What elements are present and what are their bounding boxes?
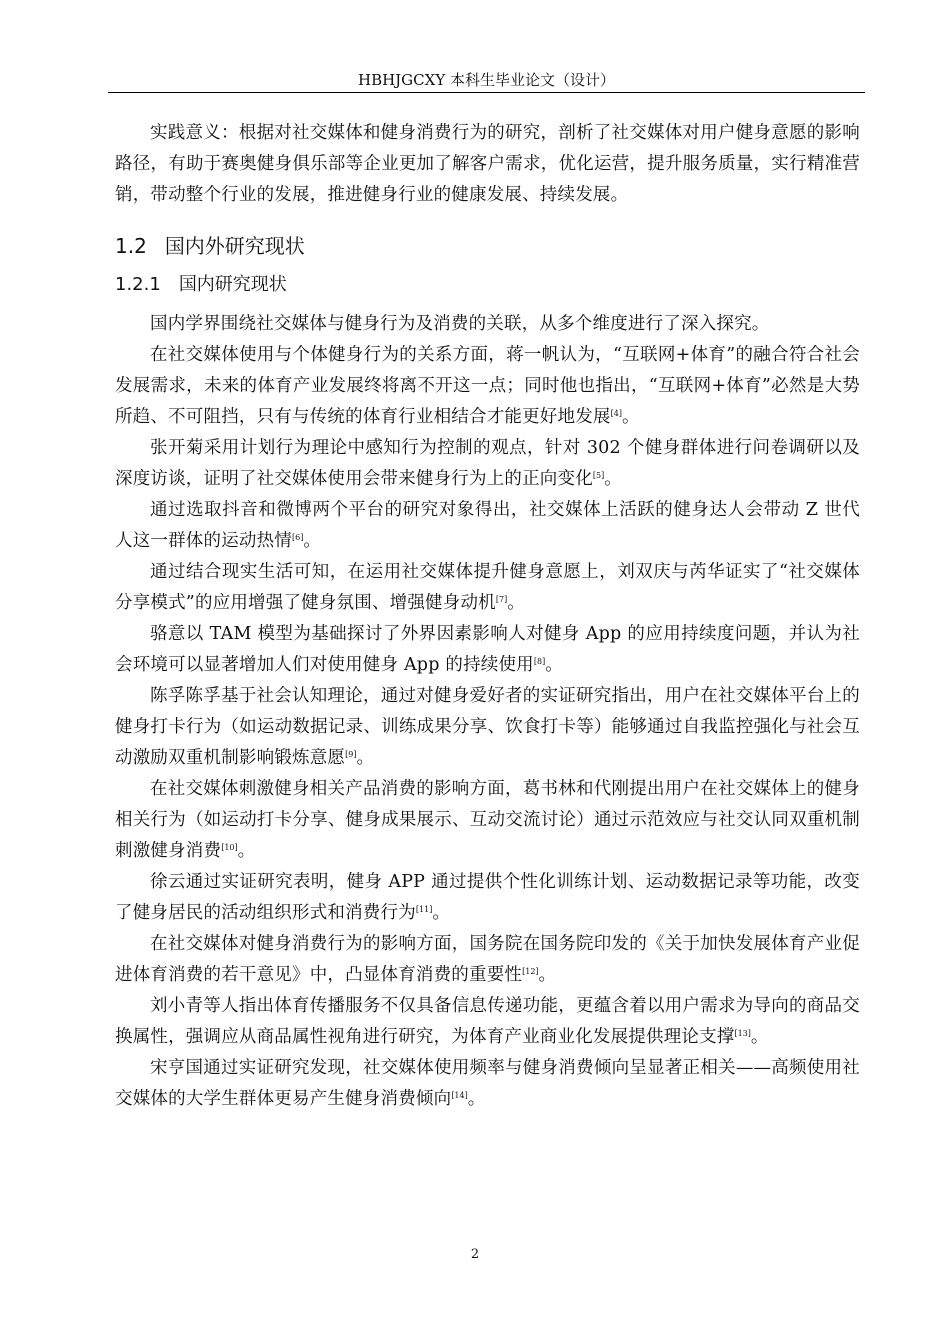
paragraph-end: 。 — [604, 469, 622, 489]
body-paragraph — [115, 309, 860, 340]
subsection-number: 1.2.1 — [115, 274, 161, 295]
body-paragraph — [115, 991, 860, 1053]
page-body — [115, 118, 860, 1115]
citation-ref: [12] — [522, 967, 539, 976]
paragraph-end: 。 — [750, 1027, 769, 1047]
body-paragraph — [115, 929, 860, 991]
citation-ref: [8] — [533, 657, 546, 666]
paragraph-end: 。 — [432, 903, 451, 923]
paragraph-end: 。 — [507, 593, 525, 613]
header-rule — [108, 92, 865, 93]
paragraph-end: 。 — [467, 1089, 486, 1109]
citation-ref: [13] — [734, 1029, 751, 1038]
paragraph-text: 通过结合现实生活可知，在运用社交媒体提升健身意愿上，刘双庆与芮华证实了“社交媒体分享模式”的应用增强了健身氛围、增强健身动机 — [115, 562, 860, 613]
paragraph-text: 张开菊采用计划行为理论中感知行为控制的观点，针对 302 个健身群体进行问卷调研以及深度访谈，证明了社交媒体使用会带来健身行为上的正向变化 — [115, 438, 860, 489]
paragraph-text: 宋亨国通过实证研究发现，社交媒体使用频率与健身消费倾向呈显著正相关——高频使用社交媒体的大学生群体更易产生健身消费倾向 — [115, 1058, 860, 1109]
body-paragraph — [115, 867, 860, 929]
paragraph-text: 陈孚陈孚基于社会认知理论，通过对健身爱好者的实证研究指出，用户在社交媒体平台上的健身打卡行为（如运动数据记录、训练成果分享、饮食打卡等）能够通过自我监控强化与社会互动激励双重机制影响锻炼意愿 — [115, 686, 860, 768]
citation-ref: [5] — [592, 471, 605, 480]
section-title: 国内外研究现状 — [164, 234, 305, 258]
subsection-title: 国内研究现状 — [178, 274, 287, 295]
body-paragraph — [115, 340, 860, 433]
paragraph-text: 在社交媒体对健身消费行为的影响方面，国务院在国务院印发的《关于加快发展体育产业促进体育消费的若干意见》中，凸显体育消费的重要性 — [115, 934, 860, 985]
paragraph-end: 。 — [545, 655, 563, 675]
citation-ref: [4] — [610, 409, 622, 418]
body-paragraph — [115, 1053, 860, 1115]
paragraph-end: 。 — [303, 531, 322, 551]
page-number: 2 — [470, 1247, 480, 1262]
page-header: HBHJGCXY 本科生毕业论文（设计） — [357, 71, 615, 89]
citation-ref: [10] — [221, 843, 238, 852]
paragraph-text: 国内学界围绕社交媒体与健身行为及消费的关联，从多个维度进行了深入探究。 — [150, 314, 770, 334]
section-number: 1.2 — [115, 234, 147, 258]
paragraph-text: 通过选取抖音和微博两个平台的研究对象得出，社交媒体上活跃的健身达人会带动 Z 世代人这一群体的运动热情 — [115, 500, 860, 551]
paragraph-text: 在社交媒体使用与个体健身行为的关系方面，蒋一帆认为，“互联网+体育”的融合符合社会发展需求，未来的体育产业发展终将离不开这一点；同时他也指出，“互联网+体育”必然是大势所趋、不可阻挡，只有与传统的体育行业相结合才能更好地发展 — [115, 345, 860, 427]
intro-paragraph: 实践意义：根据对社交媒体和健身消费行为的研究，剖析了社交媒体对用户健身意愿的影响路径，有助于赛奥健身俱乐部等企业更加了解客户需求，优化运营，提升服务质量，实行精准营销，带动整个行业的发展，推进健身行业的健康发展、持续发展。 — [115, 123, 860, 205]
paragraph-text: 刘小青等人指出体育传播服务不仅具备信息传递功能，更蕴含着以用户需求为导向的商品交换属性，强调应从商品属性视角进行研究，为体育产业商业化发展提供理论支撑 — [115, 996, 860, 1047]
citation-ref: [6] — [292, 533, 304, 542]
paragraph-end: 。 — [538, 965, 557, 985]
section-heading — [115, 231, 860, 261]
body-paragraph — [115, 557, 860, 619]
body-paragraph — [115, 495, 860, 557]
paragraph-text: 在社交媒体刺激健身相关产品消费的影响方面，葛书林和代刚提出用户在社交媒体上的健身相关行为（如运动打卡分享、健身成果展示、互动交流讨论）通过示范效应与社交认同双重机制刺激健身消费 — [115, 779, 860, 861]
body-paragraph — [115, 774, 860, 867]
citation-ref: [9] — [345, 750, 357, 759]
citation-ref: [14] — [451, 1091, 468, 1100]
citation-ref: [11] — [415, 905, 433, 914]
paragraph-end: 。 — [621, 407, 640, 427]
paragraph-end: 。 — [237, 841, 256, 861]
paragraph-text: 骆意以 TAM 模型为基础探讨了外界因素影响人对健身 App 的应用持续度问题，并认为社会环境可以显著增加人们对使用健身 App 的持续使用 — [115, 624, 860, 675]
subsection-heading — [115, 271, 860, 299]
body-paragraph — [115, 619, 860, 681]
citation-ref: [7] — [495, 595, 508, 604]
paragraph-end: 。 — [356, 748, 375, 768]
body-paragraph — [115, 433, 860, 495]
body-paragraph — [115, 681, 860, 774]
paragraph-text: 徐云通过实证研究表明，健身 APP 通过提供个性化训练计划、运动数据记录等功能，改变了健身居民的活动组织形式和消费行为 — [115, 872, 860, 923]
